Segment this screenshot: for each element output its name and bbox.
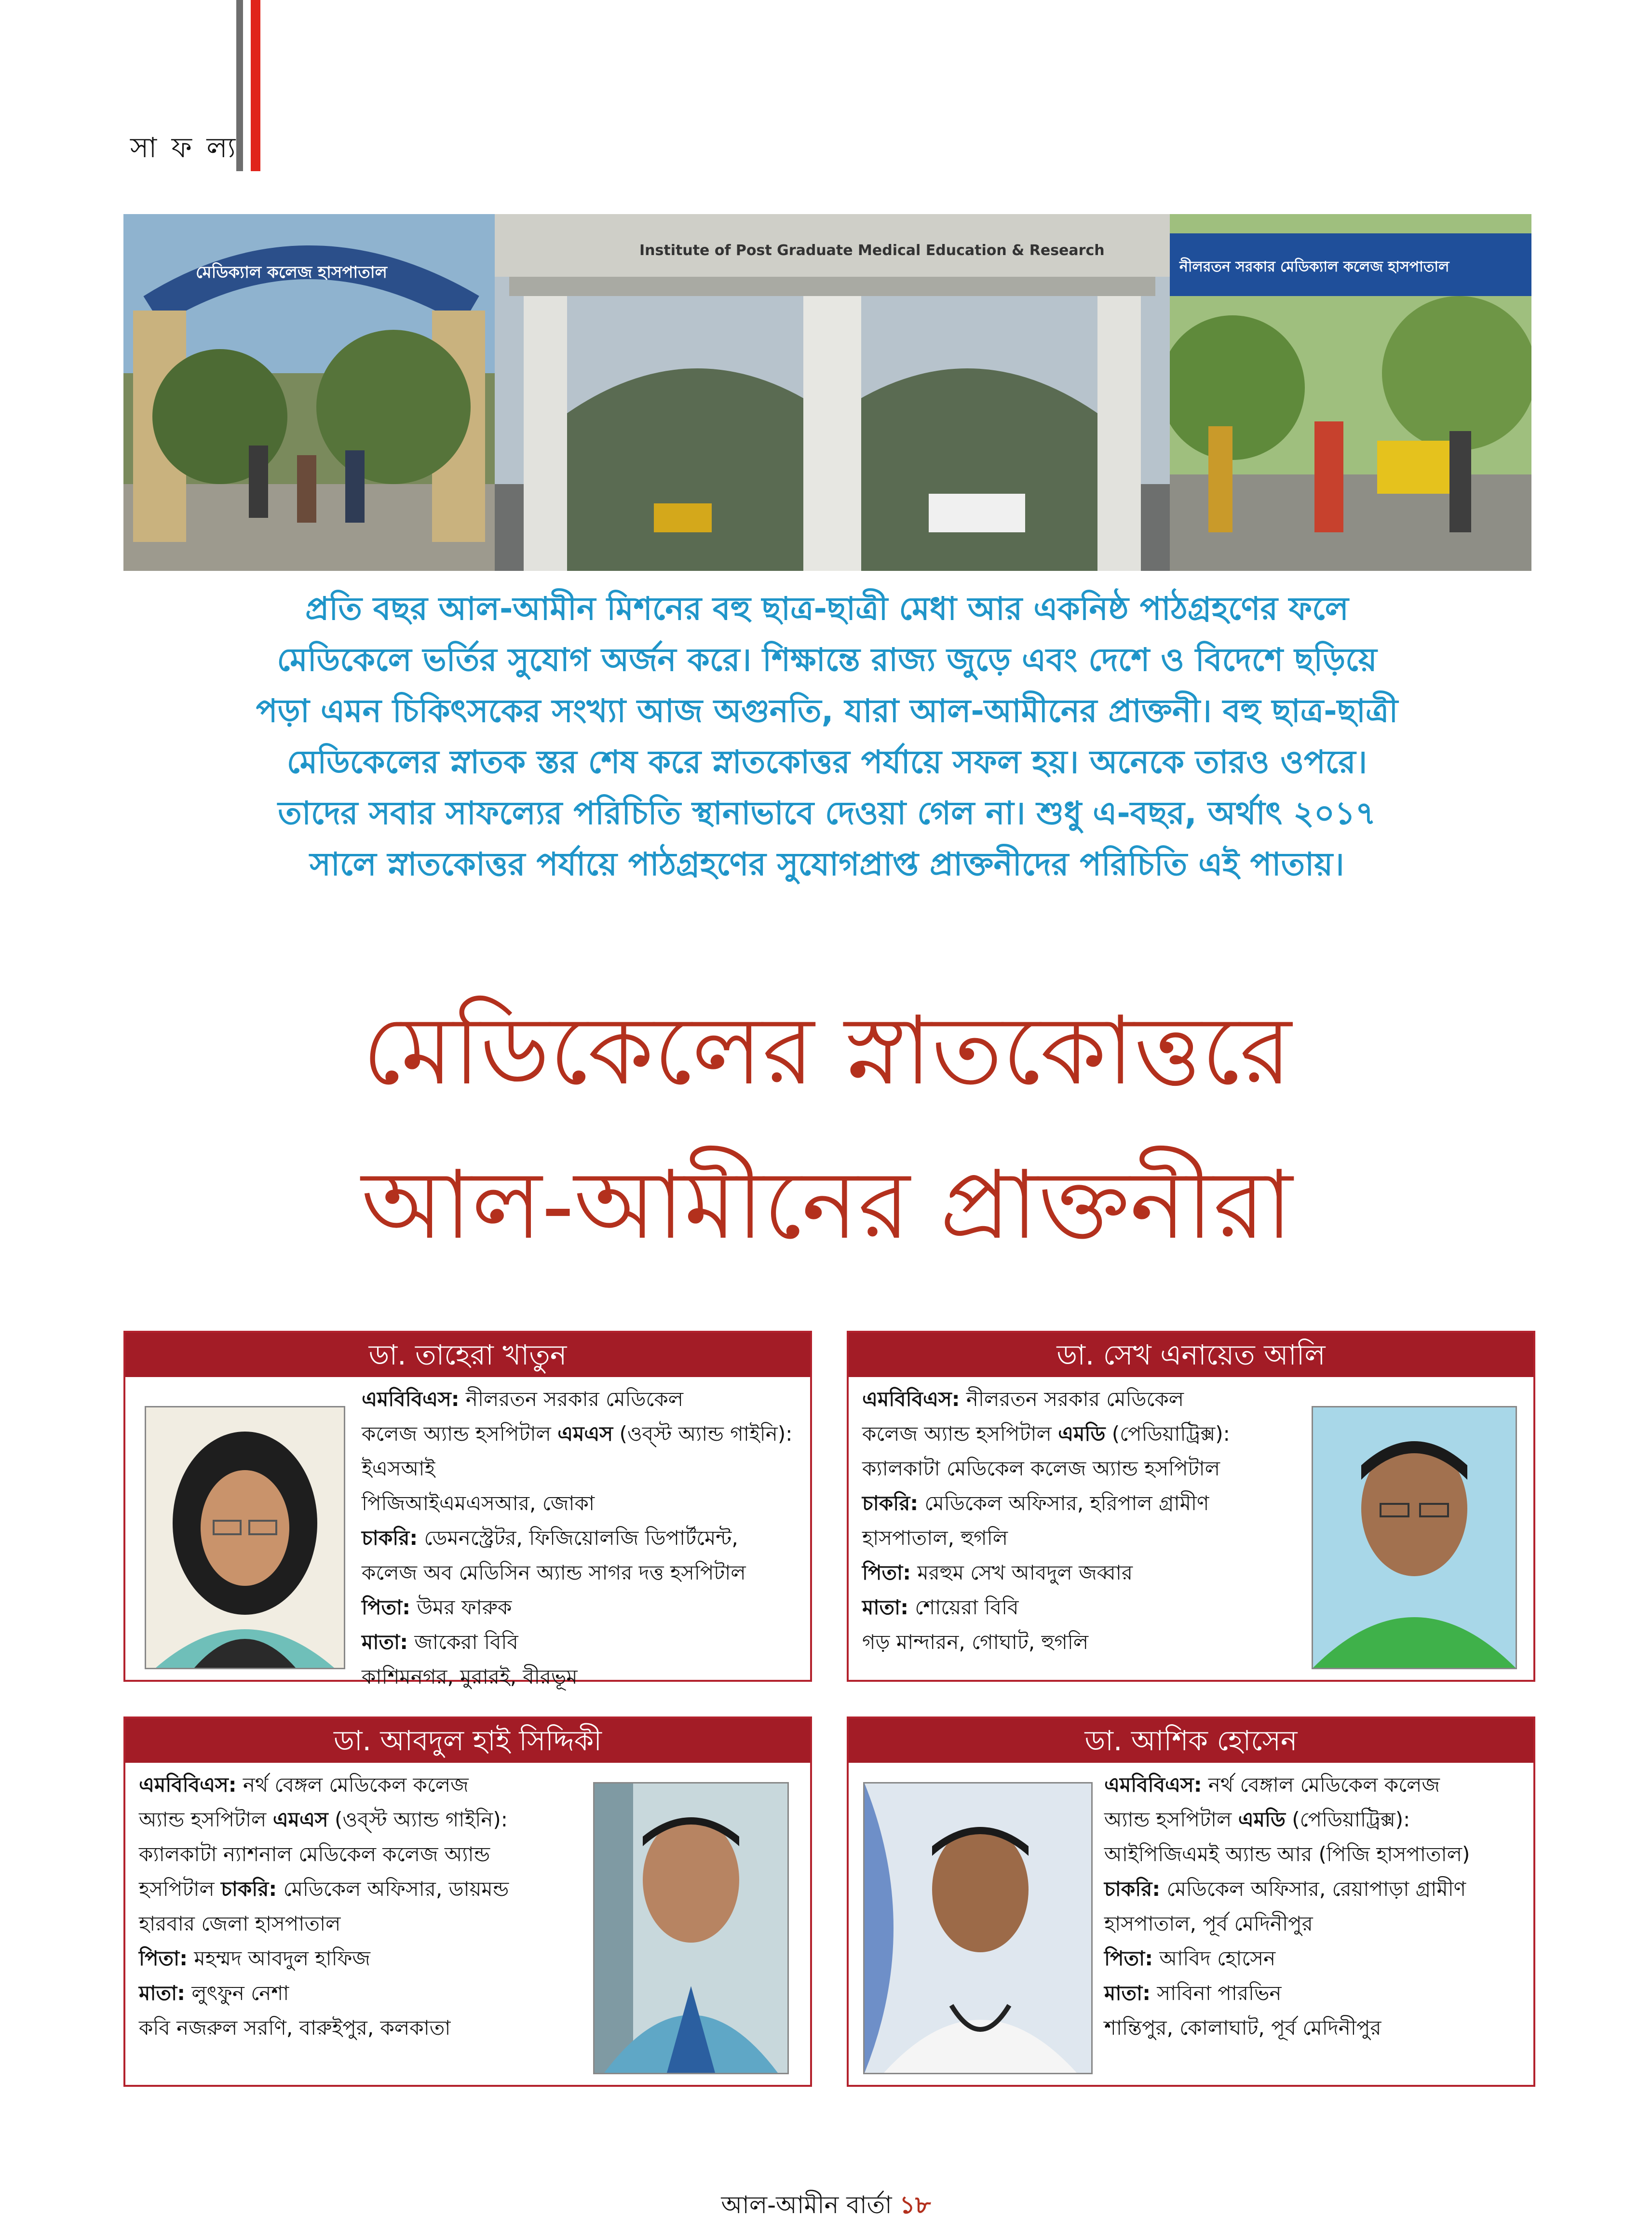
- section-label: সা ফ ল্য: [130, 131, 239, 164]
- headline-line-2: আল-আমীনের প্রাক্তনীরা: [361, 1150, 1293, 1260]
- alumni-bio: এমবিবিএস: নর্থ বেঙ্গল মেডিকেল কলেজ অ্যান্ড হসপিটাল এমএস (ওব্স্ট অ্যান্ড গাইনি): ক্যালকাটা ন্যাশনাল মেডিকেল কলেজ অ্যান্ড হসপিটাল চাকরি: মেডিকেল অফিসার, ডায়মন্ড হারবার জেলা হাসপাতাল পিতা: মহম্মদ আবদুল হাফিজ মাতা: লুৎফুন নেশা কবি নজরুল সরণি, বারুইপুর, কলকাতা: [139, 1773, 509, 2040]
- alumni-name: ডা. আশিক হোসেন: [849, 1718, 1533, 1763]
- alumni-card-2: [847, 1331, 1535, 1682]
- photo-pg-institute-gate: [495, 214, 1170, 571]
- alumni-bio: এমবিবিএস: নীলরতন সরকার মেডিকেল কলেজ অ্যান্ড হসপিটাল এমএস (ওব্স্ট অ্যান্ড গাইনি): ইএসআই পিজিআইএমএসআর, জোকা চাকরি: ডেমনস্ট্রেটর, ফিজিয়োলজি ডিপার্টমেন্ট, কলেজ অব মেডিসিন অ্যান্ড সাগর দত্ত হসপিটাল পিতা: উমর ফারুক মাতা: জাকেরা বিবি কাশিমনগর, মুরারই, বীরভূম: [362, 1387, 793, 1689]
- photo-caption-1: মেডিক্যাল কলেজ হাসপাতাল: [196, 263, 387, 282]
- photo-caption-3: নীলরতন সরকার মেডিক্যাল কলেজ হাসপাতাল: [1179, 258, 1449, 275]
- alumni-name: ডা. সেখ এনায়েত আলি: [849, 1333, 1533, 1377]
- alumni-bio: এমবিবিএস: নর্থ বেঙ্গাল মেডিকেল কলেজ অ্যান্ড হসপিটাল এমডি (পেডিয়াট্রিক্স): আইপিজিএমই অ্যান্ড আর (পিজি হাসপাতাল) চাকরি: মেডিকেল অফিসার, রেয়াপাড়া গ্রামীণ হাসপাতাল, পূর্ব মেদিনীপুর পিতা: আবিদ হোসেন মাতা: সাবিনা পারভিন শান্তিপুর, কোলাঘাট, পূর্ব মেদিনীপুর: [1104, 1773, 1470, 2040]
- header-red-rule: [251, 0, 260, 171]
- page-footer: [0, 2187, 1652, 2227]
- headline-line-1: মেডিকেলের স্নাতকোত্তরে: [362, 996, 1292, 1106]
- intro-line: প্রতি বছর আল-আমীন মিশনের বহু ছাত্র-ছাত্রী মেধা আর একনিষ্ঠ পাঠগ্রহণের ফলে: [305, 590, 1349, 627]
- intro-line: মেডিকেলে ভর্তির সুযোগ অর্জন করে। শিক্ষান্তে রাজ্য জুড়ে এবং দেশে ও বিদেশে ছড়িয়ে: [277, 641, 1377, 678]
- intro-line: মেডিকেলের স্নাতক স্তর শেষ করে স্নাতকোত্তর পর্যায়ে সফল হয়। অনেকে তারও ওপরে।: [286, 743, 1368, 781]
- page-number: ১৮: [899, 2191, 931, 2219]
- alumni-bio: এমবিবিএস: নীলরতন সরকার মেডিকেল কলেজ অ্যান্ড হসপিটাল এমডি (পেডিয়াট্রিক্স): ক্যালকাটা মেডিকেল কলেজ অ্যান্ড হসপিটাল চাকরি: মেডিকেল অফিসার, হরিপাল গ্রামীণ হাসপাতাল, হুগলি পিতা: মরহুম সেখ আবদুল জব্বার মাতা: শোয়েরা বিবি গড় মান্দারন, গোঘাট, হুগলি: [862, 1387, 1230, 1654]
- photo-medical-college-gate: [123, 214, 495, 571]
- alumni-portrait: [1312, 1406, 1517, 1669]
- intro-paragraph: [145, 583, 1509, 890]
- alumni-card-4: [847, 1716, 1535, 2087]
- alumni-portrait: [863, 1782, 1093, 2074]
- intro-line: সালে স্নাতকোত্তর পর্যায়ে পাঠগ্রহণের সুযোগপ্রাপ্ত প্রাক্তনীদের পরিচিতি এই পাতায়।: [310, 846, 1344, 883]
- alumni-card-3: [123, 1716, 812, 2087]
- alumni-name: ডা. আবদুল হাই সিদ্দিকী: [125, 1718, 810, 1763]
- headline: [145, 974, 1509, 1283]
- alumni-name: ডা. তাহেরা খাতুন: [125, 1333, 810, 1377]
- alumni-portrait: [145, 1406, 345, 1669]
- photo-caption-2: Institute of Post Graduate Medical Education & Research: [639, 242, 1105, 259]
- footer-publication: আল-আমীন বার্তা: [721, 2191, 900, 2219]
- alumni-card-1: [123, 1331, 812, 1689]
- intro-line: তাদের সবার সাফল্যের পরিচিতি স্থানাভাবে দেওয়া গেল না। শুধু এ-বছর, অর্থাৎ ২০১৭: [278, 795, 1376, 832]
- intro-line: পড়া এমন চিকিৎসকের সংখ্যা আজ অগুনতি, যারা আল-আমীনের প্রাক্তনী। বহু ছাত্র-ছাত্রী: [256, 692, 1398, 730]
- photo-nrs-hospital-gate: [1170, 214, 1531, 571]
- alumni-portrait: [593, 1782, 789, 2074]
- photo-strip: [123, 214, 1531, 571]
